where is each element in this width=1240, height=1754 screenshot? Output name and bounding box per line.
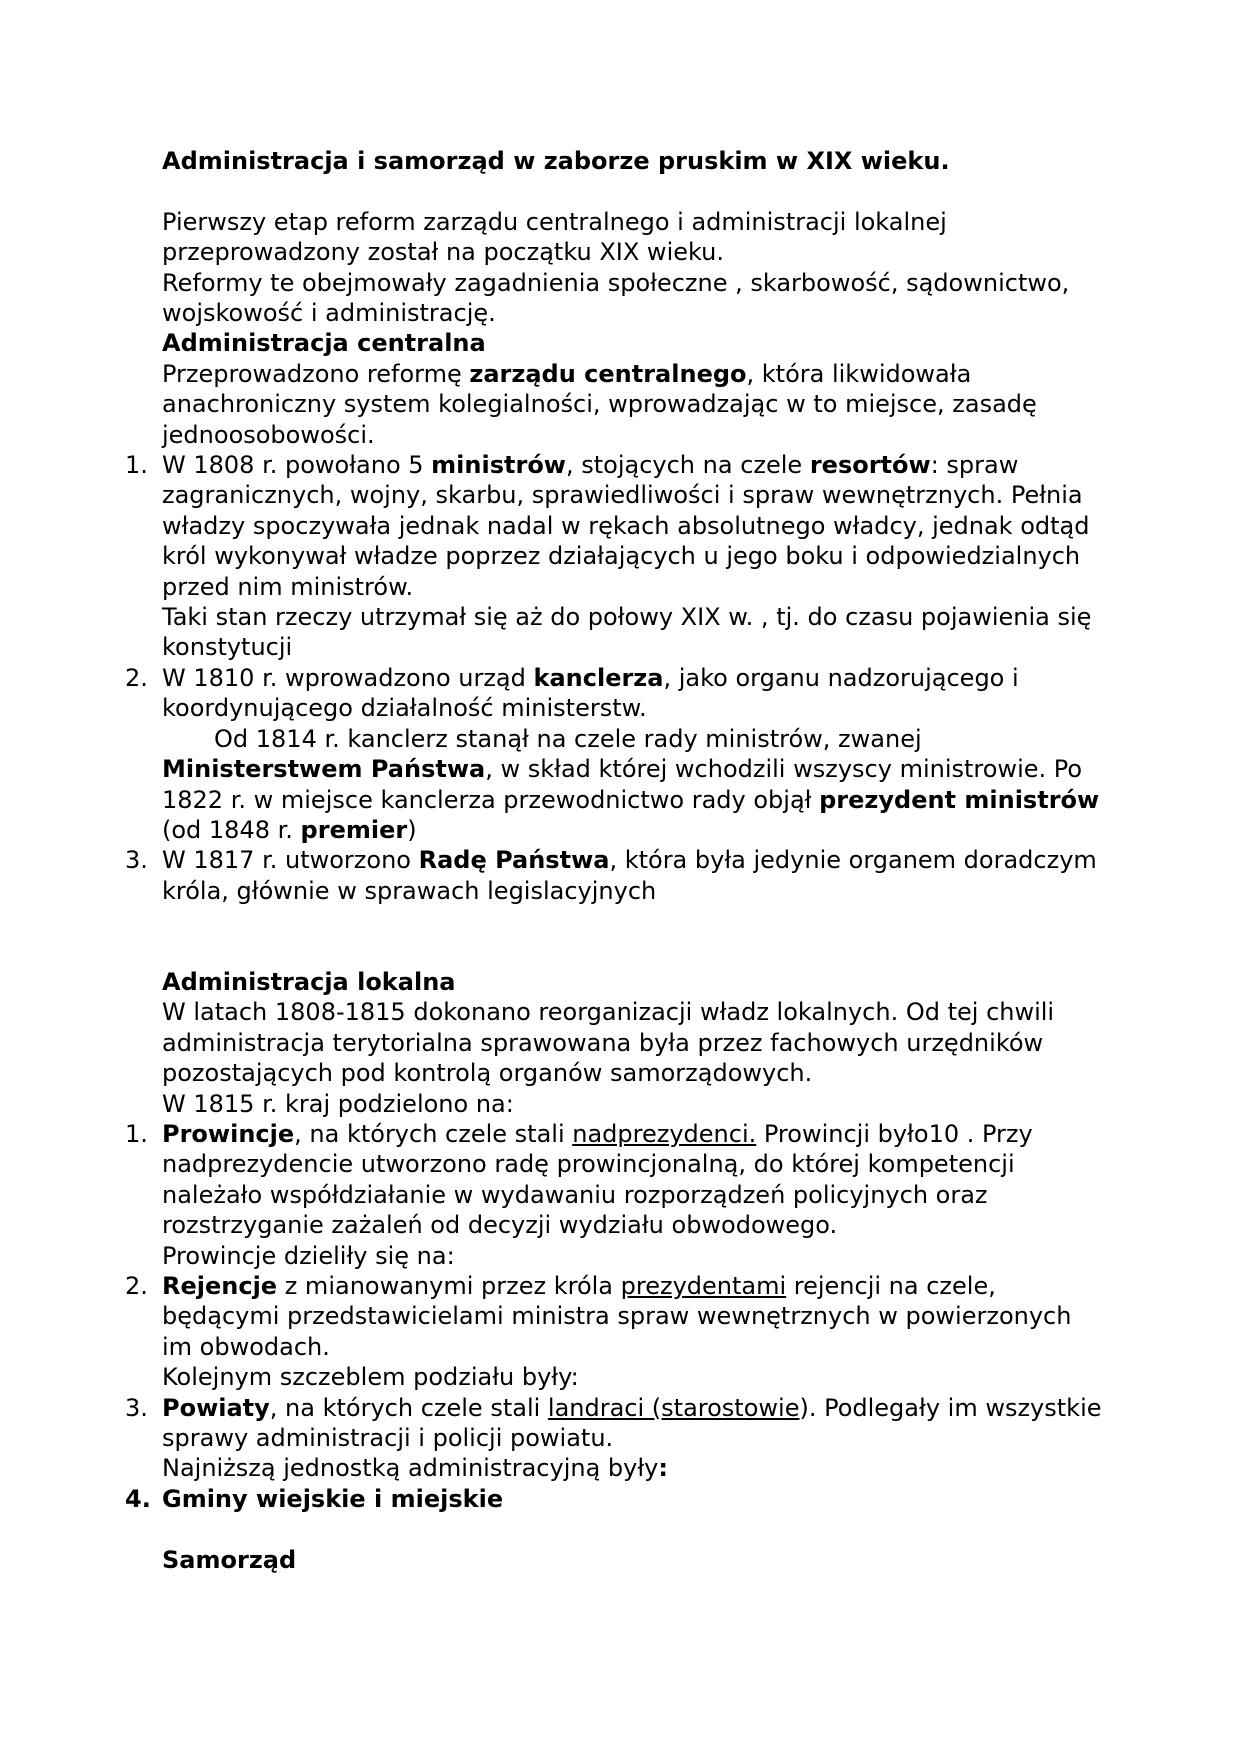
intro-paragraph-2: Reformy te obejmowały zagadnienia społeczne , skarbowość, sądownictwo, wojskowość i administrację. [162,268,1070,328]
bold-run: Radę Państwa [418,846,610,875]
text-run: z mianowanymi przez króla [277,1272,621,1300]
underlined-run: nadprezydenci. [572,1119,757,1148]
list-number: 1. [125,1119,148,1148]
local-paragraph-1: W latach 1808-1815 dokonano reorganizacji władz lokalnych. Od tej chwili administracja terytorialna sprawowana była przez fachowych urzędników pozostających pod kontrolą organów samorządowych. [162,998,1055,1088]
local-list-item-1 [125,1119,1102,1271]
list-number: 4. [125,1484,151,1513]
text-run: rejencji na czele, będącymi przedstawicielami ministra spraw wewnętrznych w powierzonych im obwodach. [162,1272,1072,1361]
spacer [162,176,1102,206]
text-run: W 1808 r. powołano 5 [162,451,432,480]
text-run: , w skład której wchodzili wszyscy ministrowie. Po 1822 r. w miejsce kanclerza przewodnictwo rady objął [162,755,1083,814]
bold-run: kanclerza [533,663,664,692]
local-list-item-2 [125,1271,1102,1393]
text-run: , jako organu nadzorującego i koordynującego działalność ministerstw. [162,663,1019,723]
list-number: 2. [125,663,148,692]
intro-paragraph-1: Pierwszy etap reform zarządu centralnego i administracji lokalnej przeprowadzony został na początku XIX wieku. [162,207,947,267]
underlined-run: landraci (starostowie [547,1393,800,1422]
samorzad-heading: Samorząd [162,1545,297,1574]
text-run: W 1817 r. utworzono [162,846,419,875]
list-item-note: Taki stan rzeczy utrzymał się aż do połowy XIX w. , tj. do czasu pojawienia się konstytucji [162,603,1092,662]
local-list-item-4 [125,1484,1102,1514]
central-intro [162,359,1102,450]
bold-run: Rejencje [162,1272,278,1300]
list-number: 3. [125,846,148,875]
list-item-text [162,663,1102,724]
list-number: 3. [125,1393,148,1422]
central-intro-text-a: Przeprowadzono reformę [162,359,470,388]
bold-run: Prowincje [162,1119,295,1148]
list-number: 1. [125,451,148,480]
text-run: (od 1848 r. [162,815,301,844]
text-run: , na których czele stali [294,1119,573,1148]
central-list-item-1 [125,450,1102,663]
document-title: Administracja i samorząd w zaborze pruskim w XIX wieku. [162,147,950,175]
bold-run: premier [300,815,408,844]
list-item-note: Prowincje dzieliły się na: [162,1241,455,1270]
central-list-item-2 [125,663,1102,845]
text-run: Prowincji było10 . Przy nadprezydencie utworzono radę prowincjonalną, do której kompetencji należało współdziałanie w wydawaniu rozporządzeń policyjnych oraz rozstrzyganie zażaleń od decyzji wydziału obwodowego. [162,1119,1033,1240]
list-item-note [162,1453,1102,1483]
list-item-note: Kolejnym szczeblem podziału były: [162,1363,579,1392]
central-heading: Administracja centralna [162,329,486,358]
local-heading: Administracja lokalna [162,967,456,996]
bold-run: : [658,1454,668,1483]
list-item-text [162,1119,1102,1241]
spacer [162,906,1102,967]
bold-run: Powiaty [162,1393,270,1422]
document-page [125,146,1102,1575]
text-run: W 1810 r. wprowadzono urząd [162,663,534,692]
list-number: 2. [125,1272,148,1300]
text-run: Od 1814 r. kanclerz stanął na czele rady ministrów, zwanej [214,724,922,753]
text-run: , na których czele stali [269,1393,548,1422]
central-list-item-3 [125,845,1102,906]
central-intro-bold: zarządu centralnego [469,359,747,388]
text-run: : spraw zagranicznych, wojny, skarbu, sprawiedliwości i spraw wewnętrznych. Pełnia władzy spoczywała jednak nadal w rękach absolutnego władcy, jednak odtąd król wykonywał władze poprzez działających u jego boku i odpowiedzialnych przed nim ministrów. [162,451,1090,601]
text-run: , stojących na czele [565,451,810,480]
list-item-text [162,845,1102,906]
list-item-continuation [162,724,1102,846]
local-list-item-3 [125,1393,1102,1484]
bold-run: resortów [809,451,931,480]
central-intro-text-c: , która likwidowała anachroniczny system kolegialności, wprowadzając w to miejsce, zasadę jednoosobowości. [162,359,1037,449]
list-item-text [162,1393,1102,1454]
bold-run: ministrów [431,451,566,480]
list-item-text: Gminy wiejskie i miejskie [162,1484,504,1513]
bold-run: Ministerstwem Państwa [162,755,486,784]
underlined-run: prezydentami [620,1272,787,1300]
text-run: ). Podlegały im wszystkie sprawy administracji i policji powiatu. [162,1393,1102,1453]
spacer [162,1514,1102,1544]
local-paragraph-2: W 1815 r. kraj podzielono na: [162,1089,514,1118]
text-run: Najniższą jednostką administracyjną były [162,1454,659,1483]
list-item-text [162,450,1102,602]
text-run: ) [407,815,417,844]
text-run: , która była jedynie organem doradczym króla, głównie w sprawach legislacyjnych [162,846,1097,905]
list-item-text [162,1271,1102,1362]
bold-run: prezydent ministrów [819,785,1100,814]
